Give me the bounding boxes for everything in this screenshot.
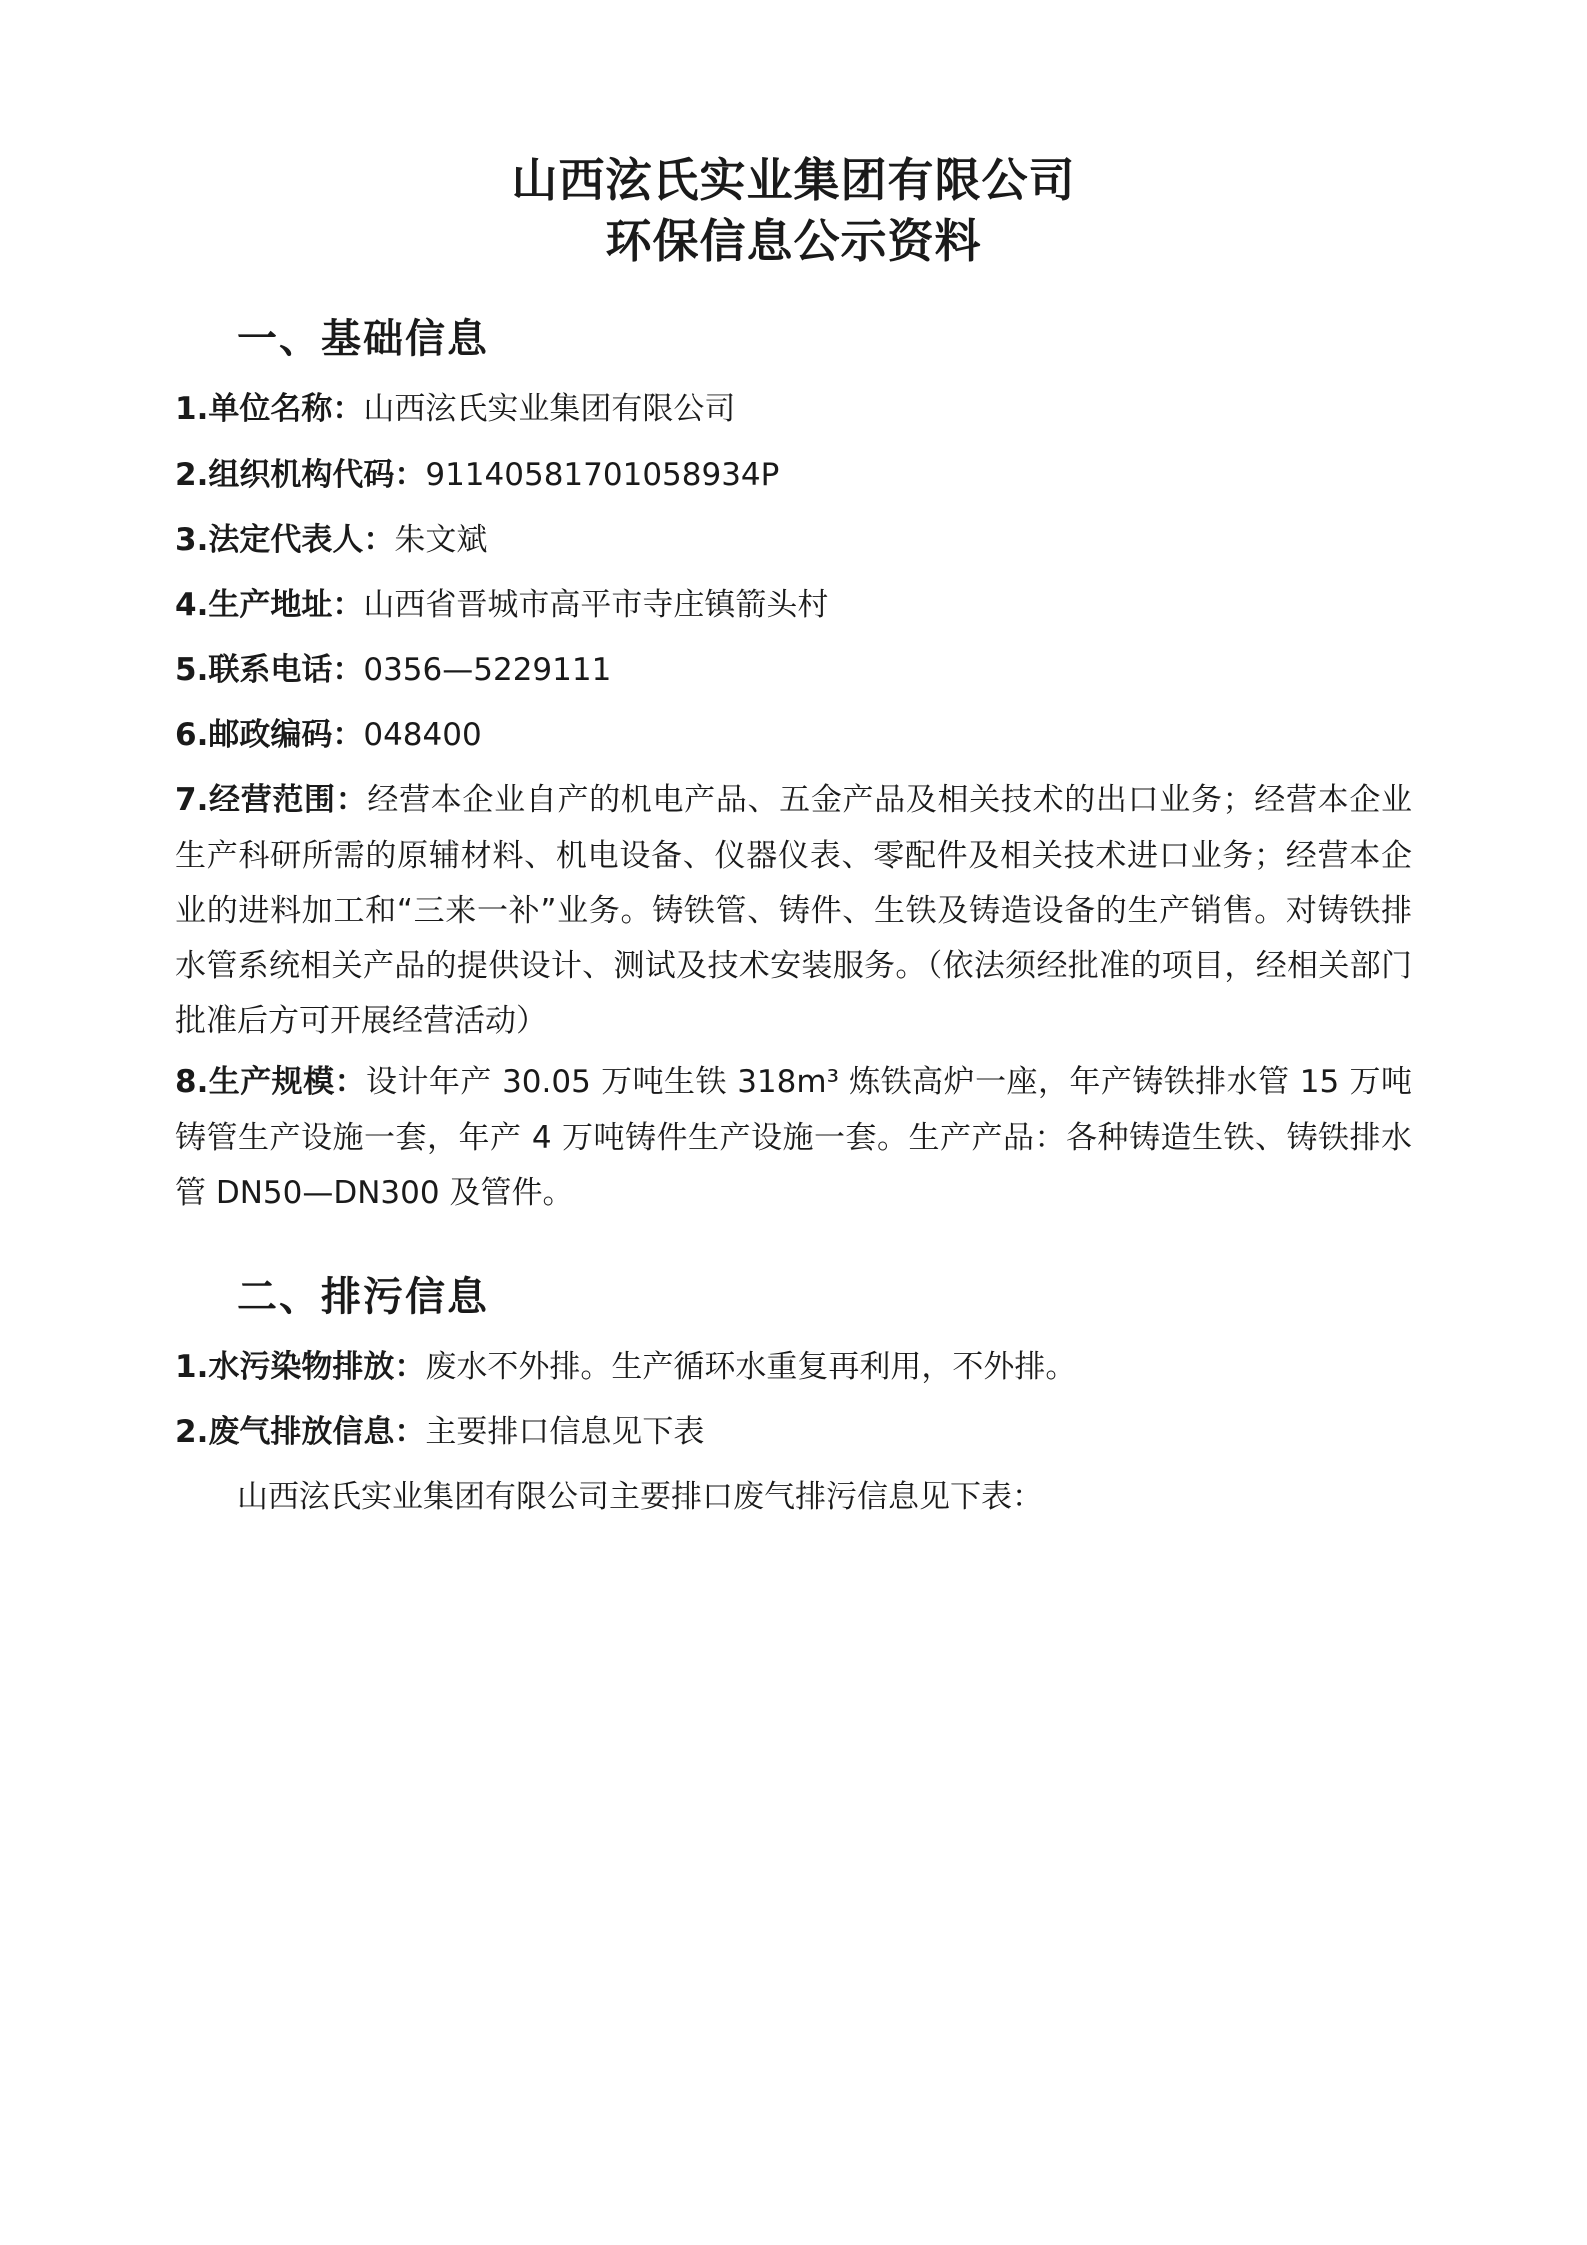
field-business-scope — [175, 773, 1412, 1049]
field-postal-code-value: 048400 — [363, 717, 482, 754]
field-legal-representative — [175, 513, 1412, 568]
field-water-pollutant-discharge — [175, 1340, 1412, 1395]
field-company-name-value: 山西泫氏实业集团有限公司 — [363, 391, 736, 428]
field-legal-representative-label: 3.法定代表人： — [175, 521, 395, 558]
field-postal-code — [175, 708, 1412, 763]
field-phone-value: 0356—5229111 — [363, 652, 612, 689]
field-waste-gas-discharge-label: 2.废气排放信息： — [175, 1414, 426, 1451]
document-title-line-2: 环保信息公示资料 — [605, 213, 982, 268]
section-heading-discharge-info: 二、排污信息 — [237, 1273, 489, 1320]
field-production-scale-value: 设计年产 30.05 万吨生铁 318m³ 炼铁高炉一座，年产铸铁排水管 15 万吨铸管生产设施一套，年产 4 万吨铸件生产设施一套。生产产品：各种铸造生铁、铸铁排水管 DN50—DN300 及管件。 — [175, 1064, 1412, 1211]
field-business-scope-label: 7.经营范围： — [175, 782, 368, 819]
field-waste-gas-discharge-value: 主要排口信息见下表 — [425, 1414, 705, 1451]
field-org-code — [175, 448, 1412, 503]
field-phone-label: 5.联系电话： — [175, 652, 364, 689]
field-company-name-label: 1.单位名称： — [175, 391, 364, 428]
document-title-line-1: 山西泫氏实业集团有限公司 — [511, 153, 1076, 207]
field-water-pollutant-discharge-label: 1.水污染物排放： — [175, 1348, 426, 1385]
field-water-pollutant-discharge-value: 废水不外排。生产循环水重复再利用，不外排。 — [425, 1348, 1077, 1385]
field-production-address-value: 山西省晋城市高平市寺庄镇箭头村 — [363, 586, 829, 623]
field-waste-gas-discharge — [175, 1405, 1412, 1460]
waste-gas-table-note: 山西泫氏实业集团有限公司主要排口废气排污信息见下表： — [237, 1479, 1043, 1516]
field-business-scope-value: 经营本企业自产的机电产品、五金产品及相关技术的出口业务；经营本企业生产科研所需的原辅材料、机电设备、仪器仪表、零配件及相关技术进口业务；经营本企业的进料加工和“三来一补”业务。铸铁管、铸件、生铁及铸造设备的生产销售。对铸铁排水管系统相关产品的提供设计、测试及技术安装服务。（依法须经批准的项目，经相关部门批准后方可开展经营活动） — [175, 782, 1412, 1040]
field-org-code-value: 91140581701058934P — [425, 456, 780, 493]
field-production-address-label: 4.生产地址： — [175, 586, 364, 623]
field-phone — [175, 643, 1412, 698]
document-title — [175, 150, 1412, 271]
section-heading-basic-info: 一、基础信息 — [237, 316, 489, 363]
field-legal-representative-value: 朱文斌 — [394, 521, 488, 558]
field-production-scale — [175, 1055, 1412, 1221]
field-production-address — [175, 578, 1412, 633]
field-company-name — [175, 382, 1412, 437]
field-production-scale-label: 8.生产规模： — [175, 1064, 367, 1101]
field-org-code-label: 2.组织机构代码： — [175, 456, 426, 493]
field-postal-code-label: 6.邮政编码： — [175, 717, 364, 754]
